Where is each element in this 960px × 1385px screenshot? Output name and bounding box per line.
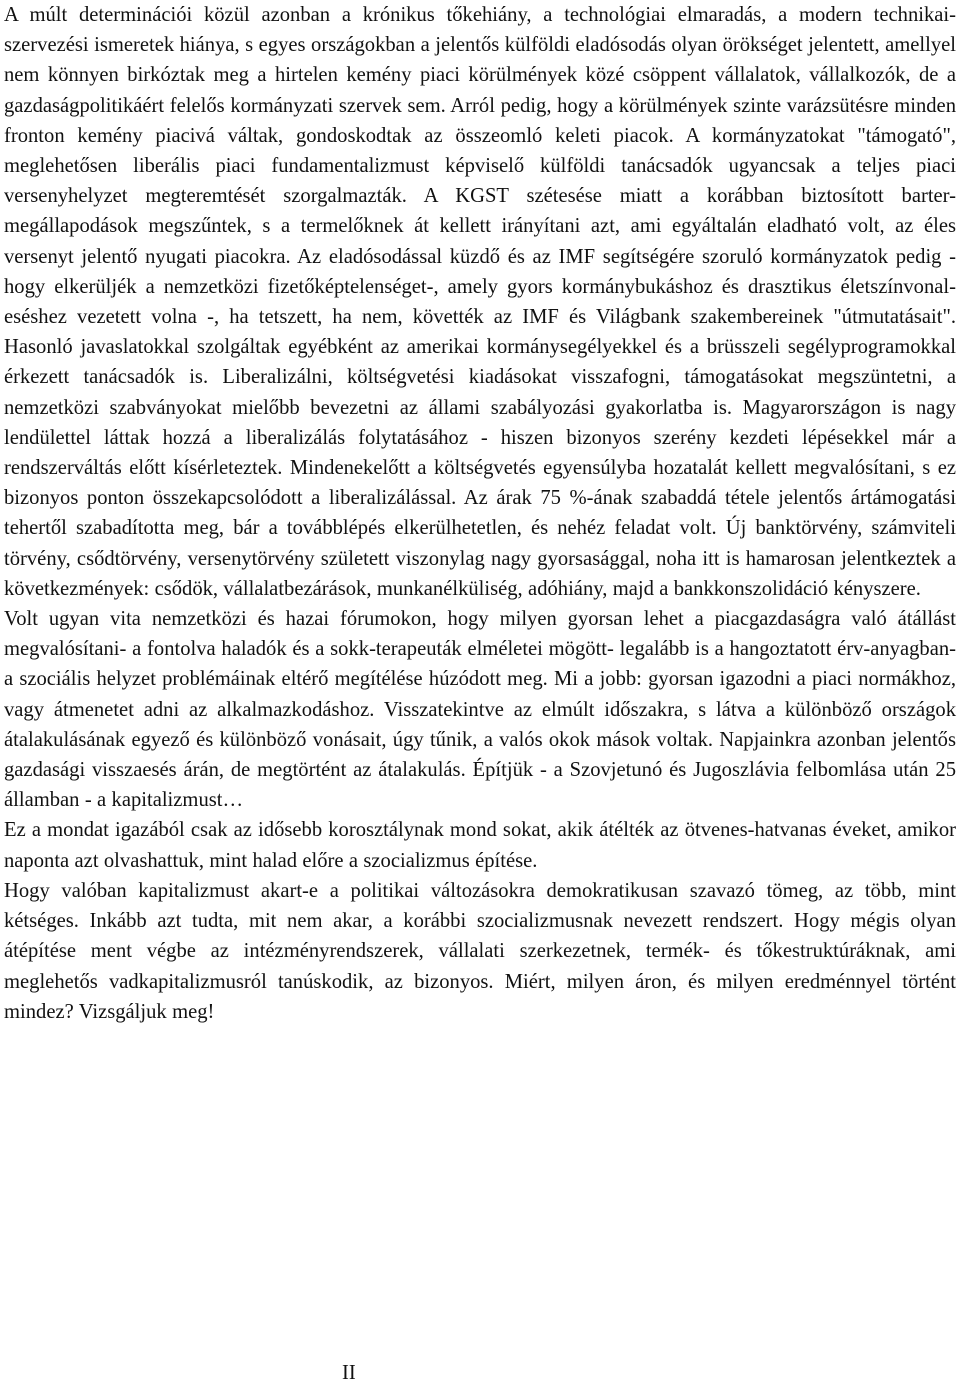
body-text — [4, 0, 956, 1027]
paragraph-4: Hogy valóban kapitalizmust akart-e a politikai változásokra demokratikusan szavazó tömeg, az több, mint kétséges. Inkább azt tudta, mit nem akar, a korábbi szocializmusnak nevezett rendszert. Hogy mégis olyan átépítése ment végbe az intézményrendszerek, vállalati szerkezetnek, termék- és tőkestruktúráknak, ami meglehetős vadkapitalizmusról tanúskodik, az bizonyos. Miért, milyen áron, és milyen eredménnyel történt mindez? Vizsgáljuk meg! — [4, 879, 956, 1023]
page-number: II — [342, 1362, 356, 1384]
paragraph-3: Ez a mondat igazából csak az idősebb korosztálynak mond sokat, akik átélték az ötvenes-hatvanas éveket, amikor naponta azt olvashattuk, mint halad előre a szocializmus építése. — [4, 819, 956, 872]
paragraph-2: Volt ugyan vita nemzetközi és hazai fórumokon, hogy milyen gyorsan lehet a piacgazdaságra való átállást megvalósítani- a fontolva haladók és a sokk-terapeuták elméletei mögött- legalább is a hangoztatott érv-anyagban- a szociális helyzet problémáinak eltérő megítélése húzódott meg. Mi a jobb: gyorsan igazodni a piaci normákhoz, vagy átmenetet adni az alkalmazkodáshoz. Visszatekintve az elmúlt időszakra, s látva a különböző országok átalakulásának egyező és különböző vonásait, úgy tűnik, a valós okok mások voltak. Napjainkra azonban jelentős gazdasági visszaesés árán, de megtörtént az átalakulás. Építjük - a Szovjetunó és Jugoszlávia felbomlása után 25 államban - a kapitalizmust… — [4, 608, 956, 812]
paragraph-1: A múlt determinációi közül azonban a krónikus tőkehiány, a technológiai elmaradás, a modern technikai-szervezési ismeretek hiánya, s egyes országokban a jelentős külföldi eladósodás olyan örökséget jelentett, amellyel nem könnyen birkóztak meg a hirtelen kemény piaci körülmények közé csöppent vállalatok, vállalkozók, de a gazdaságpolitikáért felelős kormányzati szervek sem. Arról pedig, hogy a körülmények szinte varázsütésre minden fronton kemény piacivá váltak, gondoskodtak az összeomló keleti piacok. A kormányzatokat "támogató", meglehetősen liberális piaci fundamentalizmust képviselő külföldi tanácsadók ugyancsak a teljes piaci versenyhelyzet megteremtését szorgalmazták. A KGST szétesése miatt a korábban biztosított barter-megállapodások megszűntek, s a termelőknek át kellett irányítani azt, ami egyáltalán eladható volt, az éles versenyt jelentő nyugati piacokra. Az eladósodással küzdő és az IMF segítségére szoruló kormányzatok pedig - hogy elkerüljék a nemzetközi fizetőképtelenséget-, amely gyors kormánybukáshoz és drasztikus életszínvonal-eséshez vezetett volna -, ha tetszett, ha nem, követték az IMF és Világbank szakembereinek "útmutatásait". Hasonló javaslatokkal szolgáltak egyébként az amerikai kormánysegélyekkel és a brüsszeli segélyprogramokkal érkezett tanácsadók is. Liberalizálni, költségvetési kiadásokat visszafogni, támogatásokat megszüntetni, a nemzetközi szabványokat mielőbb bevezetni az állami szabályozási gyakorlatba is. Magyarországon is nagy lendülettel láttak hozzá a liberalizálás folytatásához - hiszen bizonyos szerény kezdeti lépésekkel már a rendszerváltás előtt kísérleteztek. Mindenekelőtt a költségvetés egyensúlyba hozatalát kellett megvalósítani, s ez bizonyos ponton összekapcsolódott a liberalizálással. Az árak 75 %-ának szabaddá tétele jelentős ártámogatási tehertől szabadította meg, bár a továbblépés elkerülhetetlen, és nehéz feladat volt. Új banktörvény, számviteli törvény, csődtörvény, versenytörvény született viszonylag nagy gyorsasággal, noha itt is hamarosan jelentkeztek a következmények: csődök, vállalatbezárások, munkanélküliség, adóhiány, majd a bankkonszolidáció kényszere. — [4, 4, 956, 600]
document-page — [4, 0, 956, 1385]
